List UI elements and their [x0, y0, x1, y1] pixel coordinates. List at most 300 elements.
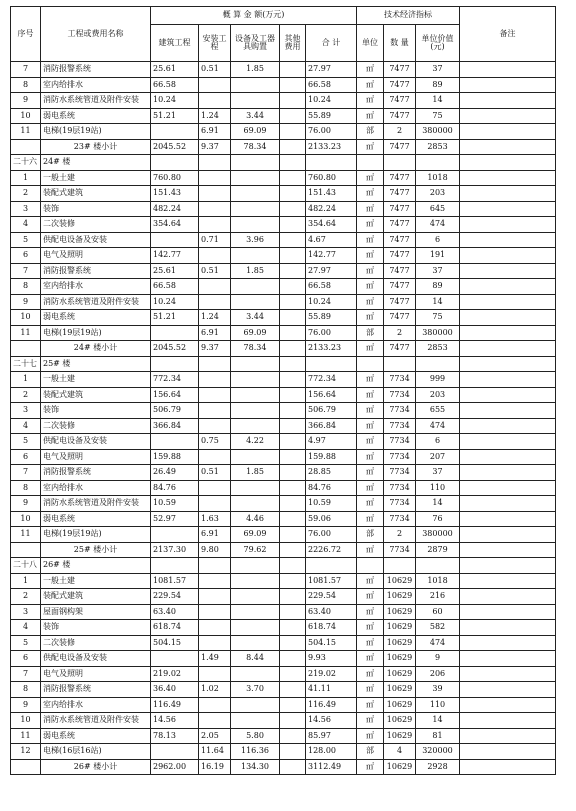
- remark-cell: [460, 651, 556, 667]
- other-cost-cell: [280, 744, 306, 760]
- other-cost-cell: [280, 170, 306, 186]
- equipment-cost-cell: [231, 480, 280, 496]
- remark-cell: [460, 62, 556, 78]
- install-cost-cell: [199, 387, 231, 403]
- seq-cell: 5: [11, 635, 41, 651]
- name-cell: 供配电设备及安装: [41, 651, 151, 667]
- other-cost-cell: [280, 93, 306, 109]
- empty-cell: [357, 356, 384, 372]
- table-row: [11, 263, 556, 279]
- seq-cell: [11, 759, 41, 775]
- install-cost-cell: [199, 480, 231, 496]
- quantity-cell: 4: [384, 744, 416, 760]
- install-cost-cell: 1.24: [199, 108, 231, 124]
- equipment-cost-cell: [231, 279, 280, 295]
- remark-cell: [460, 139, 556, 155]
- name-cell: 弱电系统: [41, 108, 151, 124]
- remark-cell: [460, 511, 556, 527]
- unit-price-cell: 1018: [416, 573, 460, 589]
- header-unit-price: 单位价值(元): [416, 25, 460, 62]
- table-row: [11, 651, 556, 667]
- seq-cell: 6: [11, 248, 41, 264]
- quantity-cell: 7477: [384, 248, 416, 264]
- equipment-cost-cell: [231, 372, 280, 388]
- total-cost-cell: 28.85: [306, 465, 357, 481]
- remark-cell: [460, 682, 556, 698]
- unit-cell: ㎡: [357, 186, 384, 202]
- equipment-cost-cell: [231, 620, 280, 636]
- unit-price-cell: 2928: [416, 759, 460, 775]
- seq-cell: 8: [11, 682, 41, 698]
- unit-price-cell: 76: [416, 511, 460, 527]
- total-cost-cell: 84.76: [306, 480, 357, 496]
- budget-estimate-table: [10, 6, 556, 775]
- table-row: [11, 682, 556, 698]
- unit-price-cell: 320000: [416, 744, 460, 760]
- install-cost-cell: [199, 170, 231, 186]
- total-cost-cell: 66.58: [306, 77, 357, 93]
- total-cost-cell: 482.24: [306, 201, 357, 217]
- equipment-cost-cell: 1.85: [231, 62, 280, 78]
- total-cost-cell: 9.93: [306, 651, 357, 667]
- equipment-cost-cell: 3.44: [231, 108, 280, 124]
- name-cell: 26# 楼小计: [41, 759, 151, 775]
- unit-price-cell: 75: [416, 310, 460, 326]
- section-row: [11, 356, 556, 372]
- construction-cost-cell: [151, 744, 199, 760]
- remark-cell: [460, 465, 556, 481]
- total-cost-cell: 66.58: [306, 279, 357, 295]
- unit-price-cell: 203: [416, 186, 460, 202]
- remark-cell: [460, 124, 556, 140]
- equipment-cost-cell: [231, 77, 280, 93]
- name-cell: 弱电系统: [41, 511, 151, 527]
- total-cost-cell: 55.89: [306, 310, 357, 326]
- construction-cost-cell: 10.59: [151, 496, 199, 512]
- construction-cost-cell: 1081.57: [151, 573, 199, 589]
- other-cost-cell: [280, 666, 306, 682]
- name-cell: 室内给排水: [41, 480, 151, 496]
- total-cost-cell: 1081.57: [306, 573, 357, 589]
- empty-cell: [199, 356, 231, 372]
- construction-cost-cell: 51.21: [151, 108, 199, 124]
- unit-price-cell: 37: [416, 465, 460, 481]
- install-cost-cell: [199, 713, 231, 729]
- unit-price-cell: 14: [416, 93, 460, 109]
- name-cell: 电气及照明: [41, 248, 151, 264]
- name-cell: 二次装修: [41, 418, 151, 434]
- other-cost-cell: [280, 511, 306, 527]
- table-row: [11, 713, 556, 729]
- seq-cell: 11: [11, 325, 41, 341]
- install-cost-cell: 6.91: [199, 124, 231, 140]
- name-cell: 装饰: [41, 620, 151, 636]
- construction-cost-cell: [151, 124, 199, 140]
- empty-cell: [460, 356, 556, 372]
- unit-cell: ㎡: [357, 589, 384, 605]
- install-cost-cell: [199, 604, 231, 620]
- other-cost-cell: [280, 310, 306, 326]
- empty-cell: [416, 558, 460, 574]
- quantity-cell: 10629: [384, 728, 416, 744]
- remark-cell: [460, 186, 556, 202]
- unit-cell: ㎡: [357, 170, 384, 186]
- remark-cell: [460, 201, 556, 217]
- table-row: [11, 403, 556, 419]
- unit-cell: ㎡: [357, 635, 384, 651]
- total-cost-cell: 14.56: [306, 713, 357, 729]
- construction-cost-cell: 2045.52: [151, 341, 199, 357]
- remark-cell: [460, 697, 556, 713]
- name-cell: 23# 楼小计: [41, 139, 151, 155]
- seq-cell: 7: [11, 465, 41, 481]
- quantity-cell: 2: [384, 527, 416, 543]
- construction-cost-cell: 482.24: [151, 201, 199, 217]
- unit-price-cell: 89: [416, 77, 460, 93]
- quantity-cell: 7734: [384, 403, 416, 419]
- equipment-cost-cell: 1.85: [231, 263, 280, 279]
- empty-cell: [384, 558, 416, 574]
- equipment-cost-cell: 4.46: [231, 511, 280, 527]
- empty-cell: [231, 155, 280, 171]
- unit-cell: ㎡: [357, 697, 384, 713]
- other-cost-cell: [280, 573, 306, 589]
- other-cost-cell: [280, 589, 306, 605]
- other-cost-cell: [280, 279, 306, 295]
- name-cell: 消防水系统管道及附件安装: [41, 713, 151, 729]
- name-cell: 消防报警系统: [41, 682, 151, 698]
- total-cost-cell: 3112.49: [306, 759, 357, 775]
- seq-cell: 3: [11, 403, 41, 419]
- empty-cell: [416, 356, 460, 372]
- quantity-cell: 7477: [384, 294, 416, 310]
- total-cost-cell: 76.00: [306, 124, 357, 140]
- total-cost-cell: 27.97: [306, 62, 357, 78]
- other-cost-cell: [280, 527, 306, 543]
- unit-cell: ㎡: [357, 62, 384, 78]
- table-row: [11, 496, 556, 512]
- equipment-cost-cell: 1.85: [231, 465, 280, 481]
- install-cost-cell: [199, 666, 231, 682]
- unit-price-cell: 999: [416, 372, 460, 388]
- seq-cell: 6: [11, 449, 41, 465]
- seq-cell: 7: [11, 263, 41, 279]
- seq-cell: 4: [11, 620, 41, 636]
- name-cell: 室内给排水: [41, 279, 151, 295]
- remark-cell: [460, 263, 556, 279]
- table-row: [11, 744, 556, 760]
- total-cost-cell: 618.74: [306, 620, 357, 636]
- quantity-cell: 7477: [384, 170, 416, 186]
- unit-cell: ㎡: [357, 496, 384, 512]
- table-row: [11, 465, 556, 481]
- unit-price-cell: 474: [416, 418, 460, 434]
- section-number-cell: 二十六: [11, 155, 41, 171]
- name-cell: 二次装修: [41, 635, 151, 651]
- install-cost-cell: [199, 635, 231, 651]
- empty-cell: [306, 155, 357, 171]
- equipment-cost-cell: [231, 697, 280, 713]
- total-cost-cell: 10.59: [306, 496, 357, 512]
- name-cell: 弱电系统: [41, 728, 151, 744]
- construction-cost-cell: 159.88: [151, 449, 199, 465]
- remark-cell: [460, 279, 556, 295]
- name-cell: 消防报警系统: [41, 465, 151, 481]
- table-row: [11, 511, 556, 527]
- quantity-cell: 10629: [384, 713, 416, 729]
- name-cell: 25# 楼小计: [41, 542, 151, 558]
- unit-cell: ㎡: [357, 93, 384, 109]
- estimate-table-container: [10, 6, 556, 775]
- empty-cell: [151, 356, 199, 372]
- table-row: [11, 620, 556, 636]
- name-cell: 一般土建: [41, 573, 151, 589]
- remark-cell: [460, 418, 556, 434]
- header-tech-group: 技术经济指标: [357, 7, 460, 25]
- remark-cell: [460, 232, 556, 248]
- table-row: [11, 124, 556, 140]
- table-row: [11, 527, 556, 543]
- seq-cell: 3: [11, 201, 41, 217]
- seq-cell: 1: [11, 573, 41, 589]
- unit-cell: ㎡: [357, 666, 384, 682]
- unit-price-cell: 191: [416, 248, 460, 264]
- remark-cell: [460, 434, 556, 450]
- name-cell: 弱电系统: [41, 310, 151, 326]
- seq-cell: 10: [11, 511, 41, 527]
- seq-cell: [11, 139, 41, 155]
- unit-price-cell: 6: [416, 232, 460, 248]
- quantity-cell: 7734: [384, 511, 416, 527]
- install-cost-cell: [199, 697, 231, 713]
- remark-cell: [460, 728, 556, 744]
- seq-cell: 9: [11, 294, 41, 310]
- construction-cost-cell: [151, 325, 199, 341]
- section-row: [11, 558, 556, 574]
- equipment-cost-cell: 3.70: [231, 682, 280, 698]
- total-cost-cell: 2133.23: [306, 341, 357, 357]
- header-qty: 数 量: [384, 25, 416, 62]
- remark-cell: [460, 542, 556, 558]
- unit-price-cell: 2879: [416, 542, 460, 558]
- unit-price-cell: 14: [416, 294, 460, 310]
- equipment-cost-cell: [231, 449, 280, 465]
- install-cost-cell: 0.75: [199, 434, 231, 450]
- seq-cell: 6: [11, 651, 41, 667]
- name-cell: 二次装修: [41, 217, 151, 233]
- seq-cell: 10: [11, 310, 41, 326]
- quantity-cell: 10629: [384, 620, 416, 636]
- seq-cell: 2: [11, 387, 41, 403]
- quantity-cell: 7734: [384, 387, 416, 403]
- table-row: [11, 93, 556, 109]
- table-row: [11, 62, 556, 78]
- unit-cell: ㎡: [357, 108, 384, 124]
- seq-cell: 8: [11, 279, 41, 295]
- unit-cell: ㎡: [357, 248, 384, 264]
- construction-cost-cell: 51.21: [151, 310, 199, 326]
- empty-cell: [357, 558, 384, 574]
- quantity-cell: 7477: [384, 217, 416, 233]
- empty-cell: [231, 558, 280, 574]
- quantity-cell: 7477: [384, 263, 416, 279]
- install-cost-cell: [199, 620, 231, 636]
- other-cost-cell: [280, 248, 306, 264]
- other-cost-cell: [280, 263, 306, 279]
- equipment-cost-cell: 78.34: [231, 139, 280, 155]
- unit-cell: ㎡: [357, 217, 384, 233]
- unit-cell: ㎡: [357, 480, 384, 496]
- equipment-cost-cell: [231, 403, 280, 419]
- total-cost-cell: 2133.23: [306, 139, 357, 155]
- equipment-cost-cell: [231, 170, 280, 186]
- total-cost-cell: 151.43: [306, 186, 357, 202]
- remark-cell: [460, 759, 556, 775]
- other-cost-cell: [280, 697, 306, 713]
- unit-cell: ㎡: [357, 682, 384, 698]
- remark-cell: [460, 294, 556, 310]
- total-cost-cell: 63.40: [306, 604, 357, 620]
- equipment-cost-cell: 8.44: [231, 651, 280, 667]
- quantity-cell: 7734: [384, 434, 416, 450]
- equipment-cost-cell: 3.44: [231, 310, 280, 326]
- total-cost-cell: 27.97: [306, 263, 357, 279]
- seq-cell: 8: [11, 480, 41, 496]
- install-cost-cell: 1.49: [199, 651, 231, 667]
- unit-cell: ㎡: [357, 573, 384, 589]
- quantity-cell: 7734: [384, 418, 416, 434]
- header-name: 工程或费用名称: [41, 7, 151, 62]
- install-cost-cell: 0.51: [199, 263, 231, 279]
- construction-cost-cell: 151.43: [151, 186, 199, 202]
- total-cost-cell: 219.02: [306, 666, 357, 682]
- unit-cell: ㎡: [357, 759, 384, 775]
- construction-cost-cell: 10.24: [151, 294, 199, 310]
- quantity-cell: 7477: [384, 201, 416, 217]
- equipment-cost-cell: 69.09: [231, 124, 280, 140]
- install-cost-cell: 16.19: [199, 759, 231, 775]
- remark-cell: [460, 403, 556, 419]
- table-row: [11, 434, 556, 450]
- name-cell: 室内给排水: [41, 697, 151, 713]
- remark-cell: [460, 217, 556, 233]
- unit-price-cell: 6: [416, 434, 460, 450]
- name-cell: 装饰: [41, 403, 151, 419]
- quantity-cell: 10629: [384, 635, 416, 651]
- construction-cost-cell: 354.64: [151, 217, 199, 233]
- seq-cell: 2: [11, 186, 41, 202]
- other-cost-cell: [280, 201, 306, 217]
- subtotal-row: [11, 542, 556, 558]
- quantity-cell: 10629: [384, 682, 416, 698]
- remark-cell: [460, 527, 556, 543]
- install-cost-cell: [199, 372, 231, 388]
- quantity-cell: 10629: [384, 589, 416, 605]
- header-remark: 备注: [460, 7, 556, 62]
- name-cell: 电梯(16层16站): [41, 744, 151, 760]
- other-cost-cell: [280, 651, 306, 667]
- quantity-cell: 7477: [384, 139, 416, 155]
- install-cost-cell: [199, 418, 231, 434]
- name-cell: 消防报警系统: [41, 62, 151, 78]
- empty-cell: [357, 155, 384, 171]
- quantity-cell: 7477: [384, 232, 416, 248]
- seq-cell: 1: [11, 372, 41, 388]
- header-other: 其他费用: [280, 25, 306, 62]
- construction-cost-cell: 229.54: [151, 589, 199, 605]
- install-cost-cell: 2.05: [199, 728, 231, 744]
- quantity-cell: 10629: [384, 651, 416, 667]
- name-cell: 电梯(19层19站): [41, 124, 151, 140]
- empty-cell: [384, 155, 416, 171]
- remark-cell: [460, 170, 556, 186]
- unit-cell: ㎡: [357, 294, 384, 310]
- table-row: [11, 635, 556, 651]
- total-cost-cell: 10.24: [306, 93, 357, 109]
- unit-price-cell: 203: [416, 387, 460, 403]
- header-total: 合 计: [306, 25, 357, 62]
- table-row: [11, 372, 556, 388]
- equipment-cost-cell: [231, 294, 280, 310]
- total-cost-cell: 85.97: [306, 728, 357, 744]
- other-cost-cell: [280, 62, 306, 78]
- unit-cell: 部: [357, 124, 384, 140]
- equipment-cost-cell: [231, 217, 280, 233]
- section-name-cell: 25# 楼: [41, 356, 151, 372]
- name-cell: 电气及照明: [41, 449, 151, 465]
- name-cell: 消防水系统管道及附件安装: [41, 294, 151, 310]
- seq-cell: 9: [11, 496, 41, 512]
- unit-price-cell: 474: [416, 635, 460, 651]
- construction-cost-cell: 506.79: [151, 403, 199, 419]
- other-cost-cell: [280, 465, 306, 481]
- unit-price-cell: 1018: [416, 170, 460, 186]
- construction-cost-cell: 142.77: [151, 248, 199, 264]
- total-cost-cell: 159.88: [306, 449, 357, 465]
- table-row: [11, 170, 556, 186]
- unit-price-cell: 39: [416, 682, 460, 698]
- unit-price-cell: 207: [416, 449, 460, 465]
- install-cost-cell: [199, 186, 231, 202]
- construction-cost-cell: 66.58: [151, 77, 199, 93]
- empty-cell: [280, 356, 306, 372]
- seq-cell: 4: [11, 418, 41, 434]
- install-cost-cell: 9.37: [199, 139, 231, 155]
- other-cost-cell: [280, 434, 306, 450]
- install-cost-cell: [199, 77, 231, 93]
- unit-cell: ㎡: [357, 139, 384, 155]
- unit-cell: ㎡: [357, 341, 384, 357]
- unit-cell: ㎡: [357, 279, 384, 295]
- install-cost-cell: [199, 403, 231, 419]
- unit-cell: ㎡: [357, 620, 384, 636]
- empty-cell: [306, 558, 357, 574]
- total-cost-cell: 10.24: [306, 294, 357, 310]
- total-cost-cell: 354.64: [306, 217, 357, 233]
- quantity-cell: 7477: [384, 77, 416, 93]
- unit-price-cell: 380000: [416, 527, 460, 543]
- equipment-cost-cell: [231, 418, 280, 434]
- install-cost-cell: [199, 93, 231, 109]
- unit-price-cell: 14: [416, 713, 460, 729]
- install-cost-cell: 9.37: [199, 341, 231, 357]
- total-cost-cell: 506.79: [306, 403, 357, 419]
- name-cell: 装配式建筑: [41, 387, 151, 403]
- equipment-cost-cell: 134.30: [231, 759, 280, 775]
- seq-cell: 7: [11, 666, 41, 682]
- remark-cell: [460, 108, 556, 124]
- other-cost-cell: [280, 604, 306, 620]
